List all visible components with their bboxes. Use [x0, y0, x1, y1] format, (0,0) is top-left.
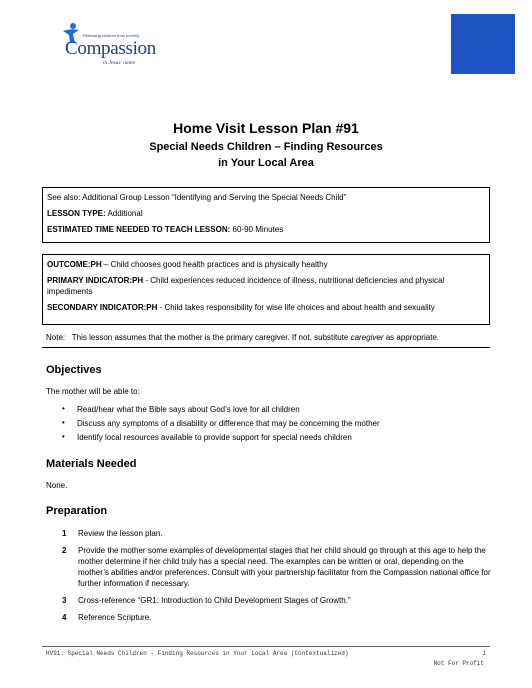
- divider: [42, 347, 490, 348]
- estimated-time: ESTIMATED TIME NEEDED TO TEACH LESSON: 60-90 Minutes: [47, 225, 284, 234]
- primary-indicator: PRIMARY INDICATOR:PH - Child experiences reduced incidence of illness, nutritional deficiencies and physical impediments: [47, 276, 445, 296]
- prep-item-2: 2 Provide the mother some examples of developmental stages that her child should go through at this age to help the mother determine if her child truly has a special need. The examples can be written or oral, depending on the mother’s abilities and/or preferences. Consult with your partnership facilitator from the Compassion national office for further information if necessary.: [62, 546, 491, 588]
- lesson-type: LESSON TYPE: Additional: [47, 209, 143, 218]
- logo-small-text: Releasing children from poverty: [83, 33, 140, 38]
- objectives-intro: The mother will be able to:: [46, 387, 140, 396]
- footer: [46, 650, 486, 657]
- footer-not-for-profit: Not For Profit: [433, 660, 484, 667]
- footer-title: HV91: Special Needs Children - Finding Resources in Your Local Area (Contextualized): [46, 650, 349, 657]
- secondary-indicator: SECONDARY INDICATOR:PH - Child takes responsibility for wise life choices and about health and sexuality: [47, 303, 435, 312]
- compassion-logo: [55, 22, 165, 70]
- note: Note: This lesson assumes that the mother is the primary caregiver. If not, substitute caregiver as appropriate.: [46, 333, 440, 342]
- page-title: Home Visit Lesson Plan #91: [173, 120, 359, 136]
- page-number: 1: [482, 650, 486, 657]
- materials-text: None.: [46, 481, 68, 490]
- outcome: OUTCOME:PH – Child chooses good health practices and is physically healthy: [47, 260, 328, 269]
- preparation-heading: Preparation: [46, 505, 108, 517]
- outcome-box: [42, 254, 490, 325]
- list-item: • Discuss any symptoms of a disability or difference that may be concerning the mother: [62, 419, 380, 433]
- objectives-list: [62, 405, 380, 447]
- footer-divider: [42, 646, 490, 647]
- subtitle-line-2: in Your Local Area: [218, 157, 314, 169]
- list-item: • Identify local resources available to provide support for special needs children: [62, 433, 380, 447]
- prep-item-4: 4 Reference Scripture.: [62, 613, 152, 622]
- prep-item-3: 3 Cross-reference “GR1: Introduction to Child Development Stages of Growth.”: [62, 596, 351, 605]
- logo-brand: Compassion: [65, 38, 156, 59]
- prep-item-1: 1 Review the lesson plan.: [62, 529, 163, 538]
- see-also: See also: Additional Group Lesson “Identifying and Serving the Special Needs Child”: [47, 193, 347, 202]
- subtitle-line-1: Special Needs Children – Finding Resources: [149, 141, 383, 153]
- materials-heading: Materials Needed: [46, 458, 137, 470]
- list-item: • Read/hear what the Bible says about God’s love for all children: [62, 405, 380, 419]
- brand-color-block: [451, 14, 515, 74]
- lesson-info-box: [42, 187, 490, 243]
- logo-tagline: in Jesus' name: [103, 60, 136, 66]
- objectives-heading: Objectives: [46, 364, 102, 376]
